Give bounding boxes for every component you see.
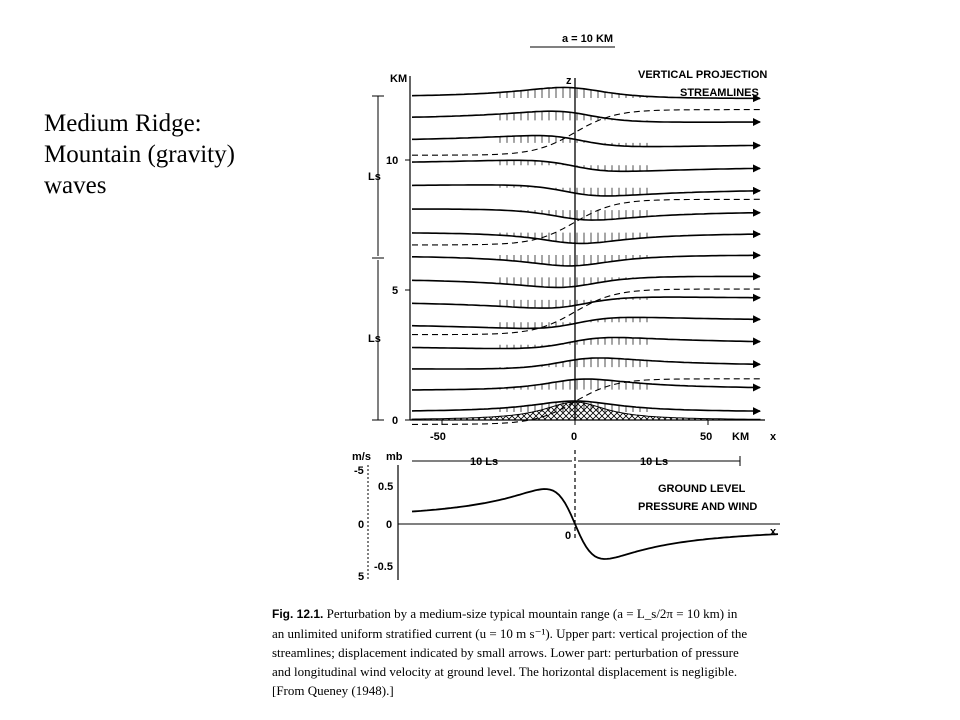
lower-panel-label-line-2: PRESSURE AND WIND xyxy=(638,501,758,513)
streamline xyxy=(412,160,760,171)
streamline xyxy=(412,297,760,308)
upper-x-tick-label-0: 0 xyxy=(571,431,578,443)
slide-title-line-3: waves xyxy=(44,172,107,199)
phase-line xyxy=(412,289,760,335)
upper-y-tick-label-10: 10 xyxy=(386,155,399,167)
streamline xyxy=(412,111,760,122)
caption-line-1-text: Perturbation by a medium-size typical mountain range (a = L_s/2π = 10 km) in xyxy=(326,606,738,621)
lower-left-tick-label-top: -5 xyxy=(354,465,364,477)
upper-y-tick-label-5: 5 xyxy=(392,285,399,297)
figure-header: a = 10 KM xyxy=(562,33,614,45)
caption-line-4: and longitudinal wind velocity at ground level. The horizontal displacement is negligible. xyxy=(272,664,738,679)
upper-panel-label-line-2: STREAMLINES xyxy=(680,87,759,99)
z-axis-label: z xyxy=(566,75,572,87)
lower-left-tick-label-mid: 0 xyxy=(358,519,365,531)
lower-left-tick-label-bot: 5 xyxy=(358,571,365,583)
streamlines-group xyxy=(412,87,760,424)
slide-title-line-2: Mountain (gravity) xyxy=(44,141,235,168)
figure-caption xyxy=(272,604,887,700)
streamline xyxy=(412,379,760,390)
upper-panel-label-line-1: VERTICAL PROJECTION xyxy=(638,69,768,81)
ls-label-lower: Ls xyxy=(368,333,381,345)
streamline xyxy=(412,185,760,196)
lower-zero-label: 0 xyxy=(565,530,572,542)
streamline xyxy=(412,276,760,287)
streamline xyxy=(412,233,760,244)
streamline xyxy=(412,358,760,369)
lower-left-unit: m/s xyxy=(352,451,371,463)
upper-x-tick-label-50: 50 xyxy=(700,431,713,443)
streamline xyxy=(412,209,760,220)
streamline xyxy=(412,136,760,147)
upper-x-unit: KM xyxy=(732,431,750,443)
upper-x-label: x xyxy=(770,431,777,443)
slide-title xyxy=(44,108,235,201)
caption-line-1 xyxy=(272,604,887,624)
lower-panel-label-line-1: GROUND LEVEL xyxy=(658,483,746,495)
lower-right-tick-label-bot: -0.5 xyxy=(374,561,393,573)
slide-title-line-1: Medium Ridge: xyxy=(44,110,202,137)
lower-right-tick-label-mid: 0 xyxy=(386,519,393,531)
caption-line-5: [From Queney (1948).] xyxy=(272,683,394,698)
caption-label: Fig. 12.1. xyxy=(272,607,324,621)
upper-y-tick-label-0: 0 xyxy=(392,415,399,427)
streamline xyxy=(412,338,760,349)
mountain-wave-figure xyxy=(350,20,800,590)
ls-label-upper: Ls xyxy=(368,171,381,183)
upper-y-unit: KM xyxy=(390,73,408,85)
streamline xyxy=(412,255,760,266)
lower-x-label: x xyxy=(770,526,777,538)
caption-line-3: streamlines; displacement indicated by small arrows. Lower part: perturbation of pressure xyxy=(272,645,739,660)
lower-right-tick-label-top: 0.5 xyxy=(378,481,394,493)
upper-x-tick-label-neg50: -50 xyxy=(430,431,446,443)
span-left-label: 10 Ls xyxy=(470,456,499,468)
phase-line xyxy=(412,199,760,245)
caption-line-2: an unlimited uniform stratified current (u = 10 m s⁻¹). Upper part: vertical projection of the xyxy=(272,626,748,641)
lower-right-unit: mb xyxy=(386,451,403,463)
streamline xyxy=(412,317,760,328)
span-right-label: 10 Ls xyxy=(640,456,669,468)
